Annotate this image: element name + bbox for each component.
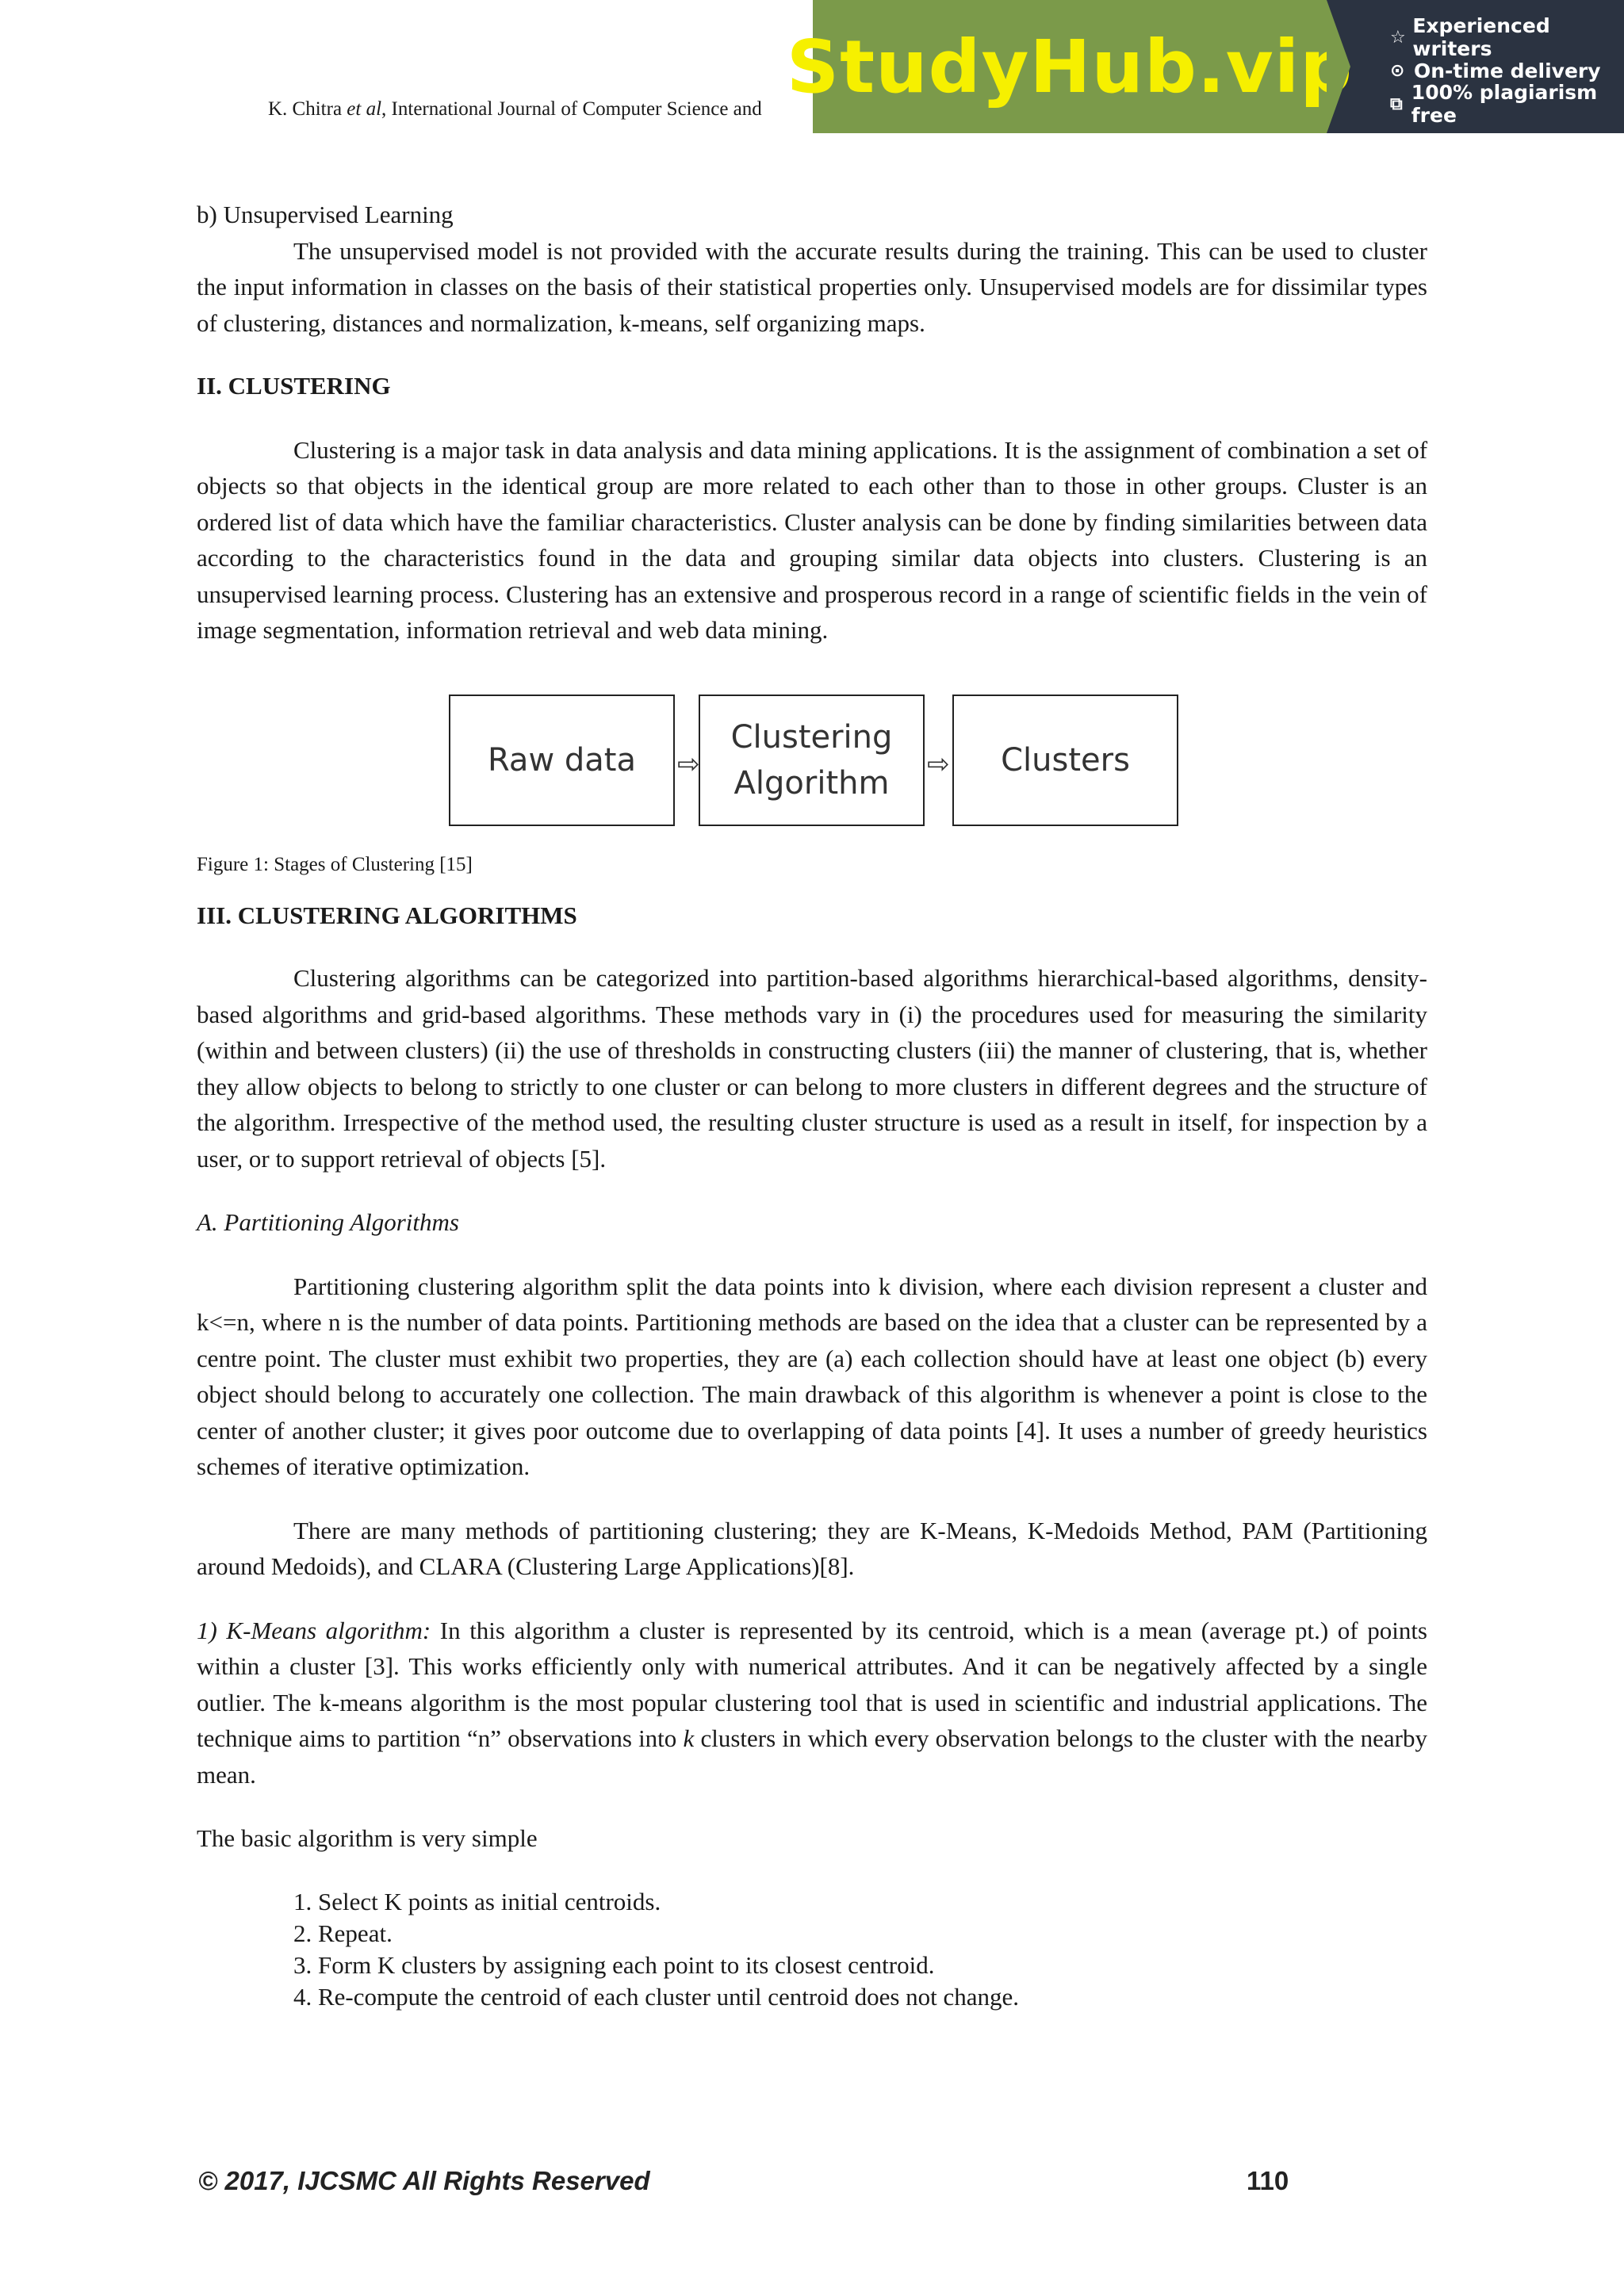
header-journal: , International Journal of Computer Science and [381, 98, 762, 120]
running-head [268, 98, 762, 121]
page-number: 110 [1247, 2166, 1289, 2195]
feature-plagiarism-free [1390, 81, 1624, 127]
feature-experienced-writers [1390, 14, 1624, 60]
kmeans-label: 1) K-Means algorithm: [197, 1616, 431, 1644]
arrow-right-icon: ⇨ [927, 748, 950, 780]
banner-features [1327, 0, 1624, 133]
section-2-title: II. CLUSTERING [197, 372, 391, 400]
figure-box-clustering-algorithm [699, 695, 925, 826]
header-authors: K. Chitra [268, 98, 343, 120]
unsupervised-paragraph: The unsupervised model is not provided with the accurate results during the training. This can be used to cluster the input information in classes on the basis of their statistical properties only. Unsupervised models are for dissimilar types of clustering, distances and normalization, k-means, self organizing maps. [197, 236, 1427, 337]
algorithm-steps [197, 1886, 1427, 2013]
banner-logo-area[interactable] [786, 0, 1354, 133]
algorithm-step: 1. Select K points as initial centroids. [293, 1887, 661, 1915]
arrow-right-icon: ⇨ [677, 748, 700, 780]
algorithm-step: 3. Form K clusters by assigning each point to its closest centroid. [293, 1950, 935, 1979]
studyhub-banner[interactable] [786, 0, 1624, 133]
box-label-line2: Algorithm [733, 764, 890, 802]
figure-1 [197, 695, 1427, 853]
footer-copyright: © 2017, IJCSMC All Rights Reserved [198, 2166, 650, 2195]
feature-label: Experienced writers [1412, 14, 1550, 60]
algorithm-step: 2. Repeat. [293, 1919, 393, 1947]
star-icon: ☆ [1390, 27, 1406, 48]
figure-box-raw-data [449, 695, 675, 826]
box-label-line1: Clustering [730, 718, 893, 756]
header-etal: et al [347, 98, 382, 120]
clock-icon: ⊙ [1390, 60, 1405, 81]
kmeans-text-2: clusters in which every observation belongs to the cluster with the nearby mean. [197, 1724, 1428, 1789]
feature-label: On-time delivery [1414, 59, 1601, 82]
figure-1-caption: Figure 1: Stages of Clustering [15] [197, 853, 473, 875]
box-label: Raw data [488, 741, 636, 779]
section-2-paragraph: Clustering is a major task in data analysis and data mining applications. It is the assignment of combination a set of objects so that objects in the identical group are more related to each other than to those in other groups. Cluster is an ordered list of data which have the familiar characteristics. Cluster analysis can be done by finding similarities between data according to the characteristics found in the data and grouping similar data objects into clusters. Clustering is an unsupervised learning process. Clustering has an extensive and prosperous record in a range of scientific fields in the vein of image segmentation, information retrieval and web data mining. [197, 435, 1428, 644]
basic-algorithm-intro: The basic algorithm is very simple [197, 1824, 538, 1852]
kmeans-text-1: In this algorithm a cluster is represented by its centroid, which is a mean (average pt.) of points within a cluster [3]. This works efficiently only with numerical attributes. And it can be negatively affected by a single outlier. The k-means algorithm is the most popular clustering tool that is used in scientific and industrial applications. The technique aims to partition “n” observations into [197, 1616, 1427, 1752]
page-footer [198, 2166, 1293, 2196]
feature-label: 100% plagiarism free [1411, 81, 1598, 127]
partitioning-paragraph-2: There are many methods of partitioning clustering; they are K-Means, K-Medoids Method, PAM (Partitioning around Medoids), and CLARA (Clustering Large Applications)[8]. [197, 1516, 1427, 1580]
figure-box-clusters [952, 695, 1178, 826]
studyhub-logo[interactable]: StudyHub.vip [786, 24, 1354, 109]
copy-icon: ⧉ [1390, 94, 1403, 114]
section-3-title: III. CLUSTERING ALGORITHMS [197, 901, 577, 929]
section-3-paragraph: Clustering algorithms can be categorized into partition-based algorithms hierarchical-based algorithms, density-based algorithms and grid-based algorithms. These methods vary in (i) the procedures used for measuring the similarity (within and between clusters) (ii) the use of thresholds in constructing clusters (iii) the manner of clustering, that is, whether they allow objects to belong to strictly to one cluster or can belong to more clusters in different degrees and the structure of the algorithm. Irrespective of the method used, the resulting cluster structure is used as a result in itself, for inspection by a user, or to support retrieval of objects [5]. [197, 964, 1427, 1173]
subsection-a-title: A. Partitioning Algorithms [197, 1208, 459, 1236]
algorithm-step: 4. Re-compute the centroid of each cluster until centroid does not change. [293, 1982, 1020, 2011]
box-label: Clusters [1001, 741, 1130, 779]
unsupervised-heading: b) Unsupervised Learning [197, 201, 454, 228]
partitioning-paragraph-1: Partitioning clustering algorithm split the data points into k division, where each division represent a cluster and k<=n, where n is the number of data points. Partitioning methods are based on the idea that a cluster can be represented by a centre point. The cluster must exhibit two properties, they are (a) each collection should have at least one object (b) every object should belong to accurately one collection. The main drawback of this algorithm is whenever a point is close to the center of another cluster; it gives poor outcome due to overlapping of data points [4]. It uses a number of greedy heuristics schemes of iterative optimization. [197, 1272, 1427, 1480]
kmeans-k: k [683, 1724, 695, 1752]
kmeans-paragraph [197, 1613, 1427, 1793]
page-content [197, 197, 1427, 2013]
